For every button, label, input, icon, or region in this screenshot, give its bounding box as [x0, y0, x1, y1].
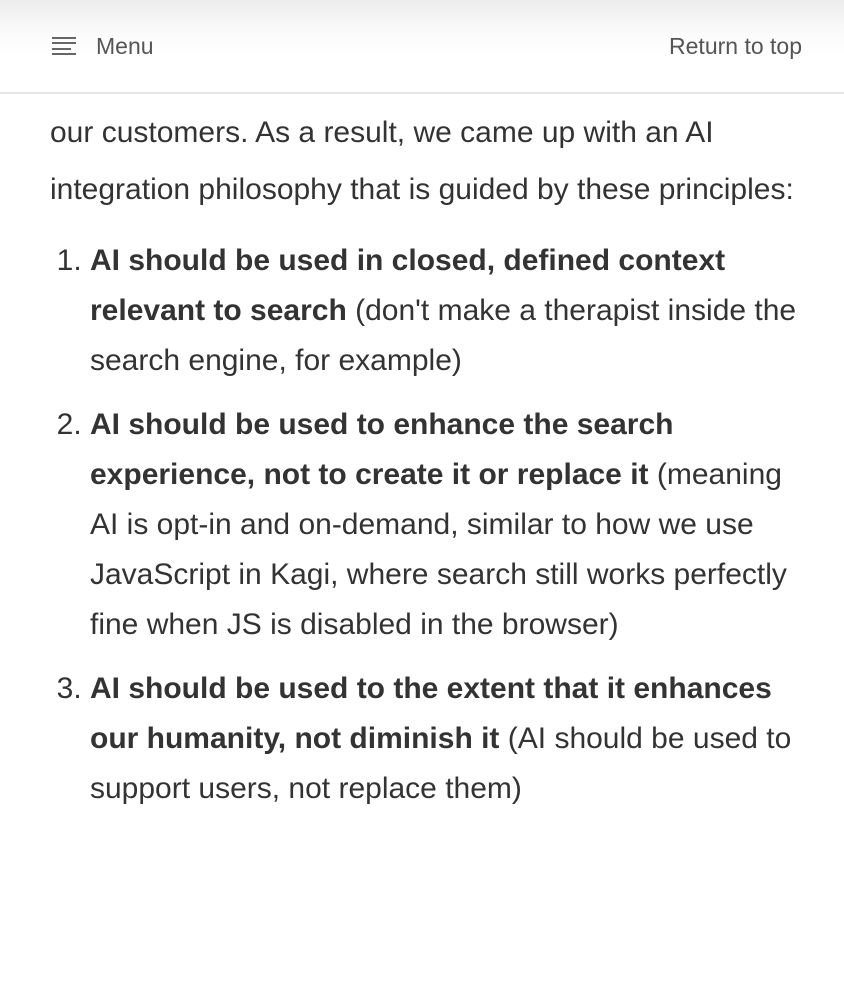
- menu-button[interactable]: [52, 33, 154, 60]
- principle-detail: (meaning AI is opt-in and on-demand, similar to how we use JavaScript in Kagi, where search still works perfectly fine when JS is disabled in the browser): [90, 458, 787, 641]
- list-item: [90, 236, 802, 386]
- list-item: [90, 400, 802, 650]
- list-item: [90, 664, 802, 814]
- menu-label: Menu: [96, 32, 154, 59]
- principle-detail: (AI should be used to support users, not replace them): [90, 722, 792, 805]
- principle-title: AI should be used in closed, defined context relevant to search: [90, 244, 726, 327]
- principle-detail: (don't make a therapist inside the search engine, for example): [90, 294, 797, 377]
- principles-list: [50, 236, 802, 814]
- principle-title: AI should be used to the extent that it enhances our humanity, not diminish it: [90, 672, 772, 755]
- hamburger-menu-icon: [52, 37, 76, 55]
- article-content: [0, 94, 844, 814]
- return-to-top-link[interactable]: Return to top: [669, 32, 802, 59]
- intro-paragraph: our customers. As a result, we came up with an AI integration philosophy that is guided by these principles:: [50, 116, 794, 206]
- top-bar: [0, 0, 844, 94]
- principle-title: AI should be used to enhance the search experience, not to create it or replace it: [90, 408, 674, 491]
